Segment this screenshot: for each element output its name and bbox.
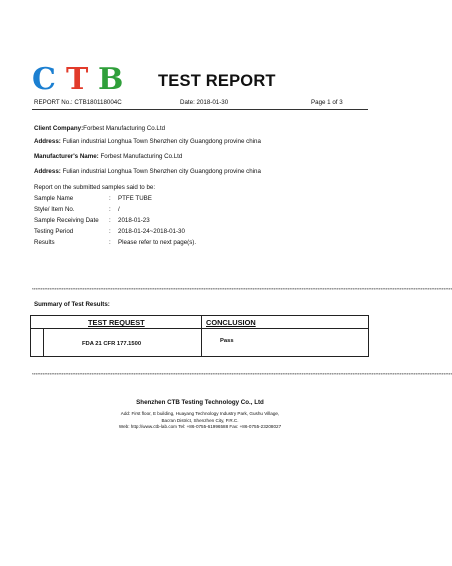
sample-label: Testing Period <box>34 228 74 235</box>
sample-label: Sample Receiving Date <box>34 217 99 224</box>
report-number: REPORT No.: CTB180118004C <box>34 99 122 106</box>
sample-label: Results <box>34 239 55 246</box>
sample-label: Style/ Item No. <box>34 206 75 213</box>
logo-letter-c: C <box>32 62 56 97</box>
client-company-line <box>34 125 165 132</box>
summary-table <box>30 315 369 357</box>
manufacturer-address-label: Address: <box>34 168 61 175</box>
sample-colon: : <box>109 228 111 235</box>
logo-letter-b: B <box>98 62 124 97</box>
table-border <box>30 315 369 316</box>
manufacturer-line <box>34 153 182 160</box>
sample-colon: : <box>109 217 111 224</box>
manufacturer-address-value: Fulian industrial Longhua Town Shenzhen city Guangdong provine china <box>62 168 261 175</box>
ctb-logo <box>32 62 128 97</box>
client-company-value: Forbest Manufacturing Co.Ltd <box>83 125 166 132</box>
client-address-line <box>34 138 261 145</box>
manufacturer-address-line <box>34 168 261 175</box>
sample-label: Sample Name <box>34 195 74 202</box>
client-address-label: Address: <box>34 138 61 145</box>
table-header-conclusion: CONCLUSION <box>206 318 256 327</box>
samples-intro: Report on the submitted samples said to be: <box>34 184 156 191</box>
sample-value: 2018-01-23 <box>118 217 150 224</box>
header-rule <box>32 109 368 110</box>
manufacturer-label: Manufacturer's Name: <box>34 153 99 160</box>
table-border <box>30 328 369 329</box>
sample-colon: : <box>109 195 111 202</box>
sample-value: / <box>118 206 120 213</box>
footer-company: Shenzhen CTB Testing Technology Co., Ltd <box>136 399 264 406</box>
manufacturer-value: Forbest Manufacturing Co.Ltd <box>100 153 183 160</box>
summary-title: Summary of Test Results: <box>34 301 110 308</box>
table-border <box>30 315 31 357</box>
client-address-value: Fulian industrial Longhua Town Shenzhen city Guangdong provine china <box>62 138 261 145</box>
report-date: Date: 2018-01-30 <box>180 99 229 106</box>
footer-address-line1: Add: First floor, E building, Huayang Technology Industry Park, Gushu Village, <box>120 411 280 416</box>
sample-colon: : <box>109 206 111 213</box>
table-cell-conclusion: Pass <box>220 338 234 344</box>
table-header-request: TEST REQUEST <box>88 318 145 327</box>
table-cell-request: FDA 21 CFR 177.1500 <box>82 341 142 347</box>
page-indicator: Page 1 of 3 <box>311 99 343 106</box>
table-border <box>201 315 202 357</box>
logo-letter-t: T <box>66 62 89 97</box>
table-border <box>43 328 44 357</box>
client-company-label: Client Company: <box>34 125 84 132</box>
footer-address-line2: Bao'an District, Shenzhen City, P.R.C. <box>161 418 239 423</box>
star-divider: ************************************************************************************************************************************************************************************************************************************************ <box>32 287 452 292</box>
sample-value: PTFE TUBE <box>118 195 152 202</box>
report-title: TEST REPORT <box>158 72 276 90</box>
sample-colon: : <box>109 239 111 246</box>
sample-value: Please refer to next page(s). <box>118 239 197 246</box>
star-divider: ************************************************************************************************************************************************************************************************************************************************ <box>32 372 452 377</box>
sample-value: 2018-01-24~2018-01-30 <box>118 228 185 235</box>
footer-contact-line: Web: http://www.ctb-lab.com Tel: +86-0755-61996588 Fax: +86-0755-23208027 <box>118 424 282 429</box>
table-border <box>368 315 369 357</box>
table-border <box>30 356 369 357</box>
